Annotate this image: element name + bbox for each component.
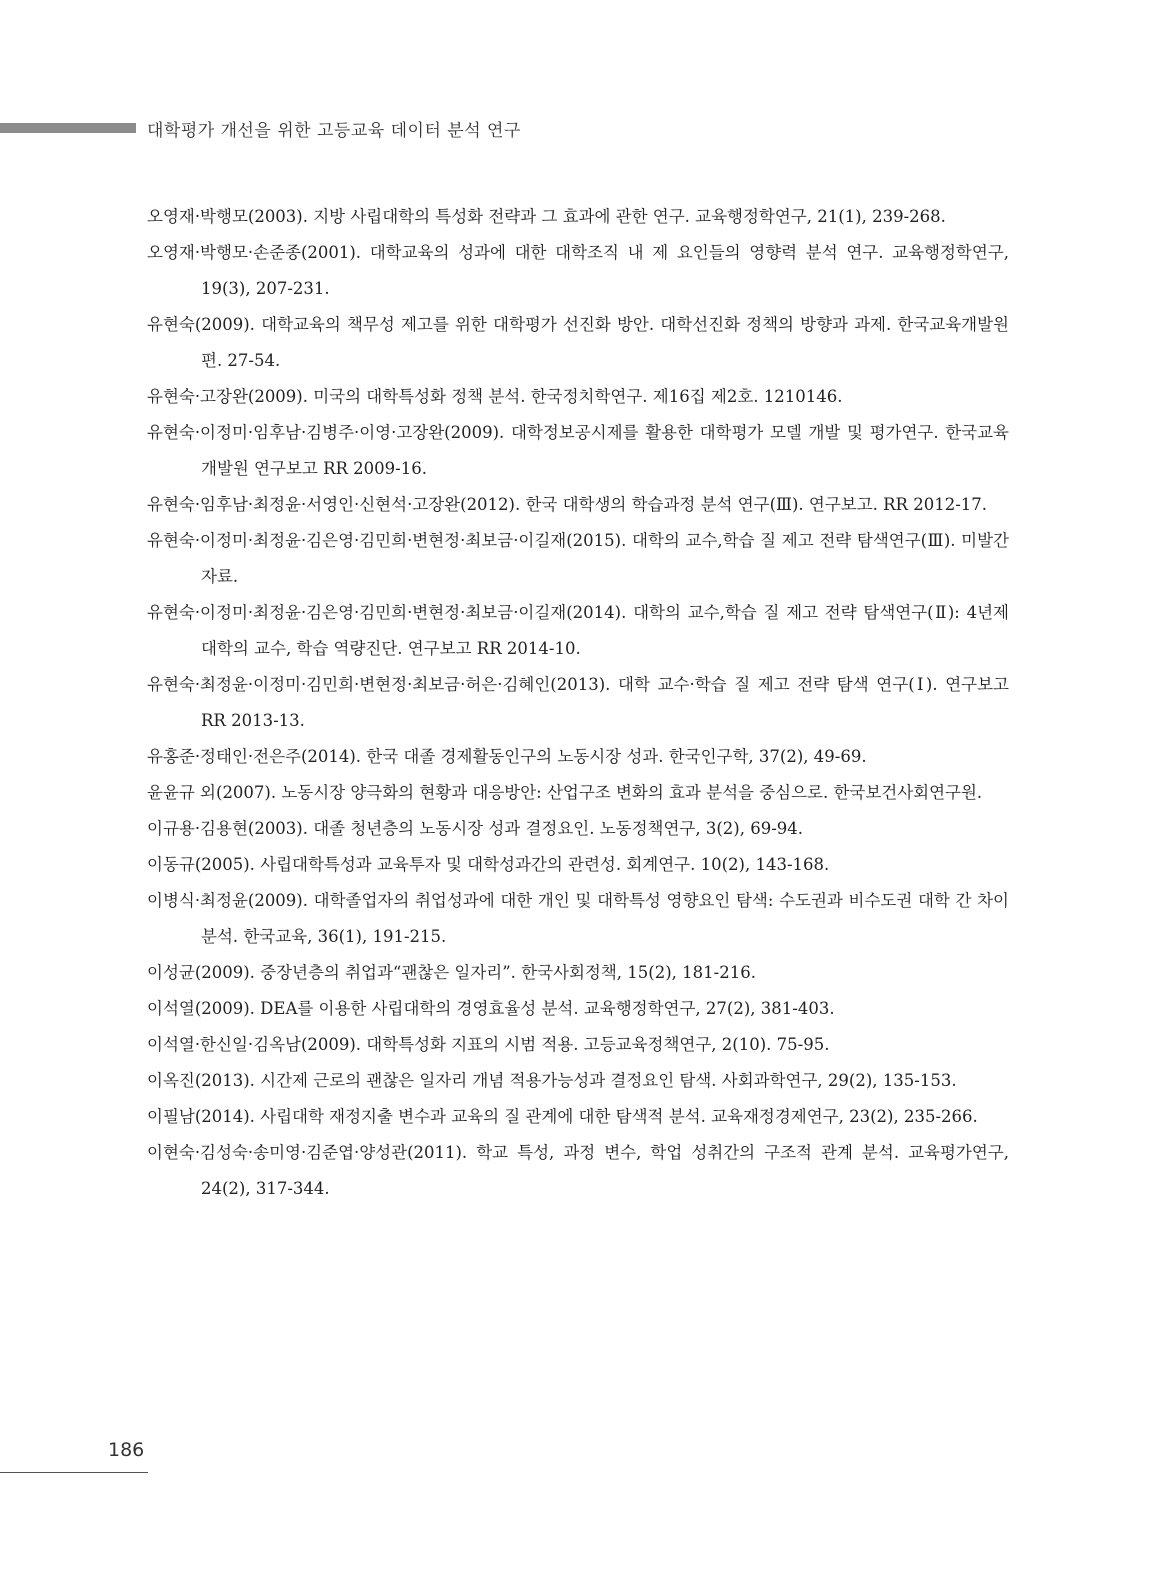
reference-item: 이석열·한신일·김옥남(2009). 대학특성화 지표의 시범 적용. 고등교육정책연구, 2(10). 75-95. xyxy=(147,1035,830,1054)
reference-item: 유현숙(2009). 대학교육의 책무성 제고를 위한 대학평가 선진화 방안. 대학선진화 정책의 방향과 과제. 한국교육개발원 편. 27-54. xyxy=(147,315,1009,370)
reference-list xyxy=(147,199,1009,1207)
reference-item: 유현숙·최정윤·이정미·김민희·변현정·최보금·허은·김혜인(2013). 대학 교수·학습 질 제고 전략 탐색 연구(Ⅰ). 연구보고 RR 2013-13. xyxy=(147,675,1009,730)
footer-rule xyxy=(0,1472,148,1473)
reference-item: 유현숙·이정미·임후남·김병주·이영·고장완(2009). 대학정보공시제를 활용한 대학평가 모델 개발 및 평가연구. 한국교육개발원 연구보고 RR 2009-16. xyxy=(147,423,1009,478)
reference-item: 유홍준·정태인·전은주(2014). 한국 대졸 경제활동인구의 노동시장 성과. 한국인구학, 37(2), 49-69. xyxy=(147,747,867,766)
reference-item: 이현숙·김성숙·송미영·김준엽·양성관(2011). 학교 특성, 과정 변수, 학업 성취간의 구조적 관계 분석. 교육평가연구, 24(2), 317-344. xyxy=(147,1143,1009,1198)
reference-item: 이필남(2014). 사립대학 재정지출 변수과 교육의 질 관계에 대한 탐색적 분석. 교육재정경제연구, 23(2), 235-266. xyxy=(147,1107,978,1126)
reference-item: 유현숙·이정미·최정윤·김은영·김민희·변현정·최보금·이길재(2015). 대학의 교수,학습 질 제고 전략 탐색연구(Ⅲ). 미발간자료. xyxy=(147,531,1009,586)
reference-item: 이규용·김용현(2003). 대졸 청년층의 노동시장 성과 결정요인. 노동정책연구, 3(2), 69-94. xyxy=(147,819,804,838)
reference-item: 이성균(2009). 중장년층의 취업과“괜찮은 일자리”. 한국사회정책, 15(2), 181-216. xyxy=(147,963,756,982)
reference-item: 이병식·최정윤(2009). 대학졸업자의 취업성과에 대한 개인 및 대학특성 영향요인 탐색: 수도권과 비수도권 대학 간 차이 분석. 한국교육, 36(1), 191-215. xyxy=(147,891,1009,946)
reference-item: 이석열(2009). DEA를 이용한 사립대학의 경영효율성 분석. 교육행정학연구, 27(2), 381-403. xyxy=(147,999,835,1018)
running-header-title: 대학평가 개선을 위한 고등교육 데이터 분석 연구 xyxy=(147,121,521,141)
reference-item: 오영재·박행모(2003). 지방 사립대학의 특성화 전략과 그 효과에 관한 연구. 교육행정학연구, 21(1), 239-268. xyxy=(147,207,946,226)
reference-item: 이옥진(2013). 시간제 근로의 괜찮은 일자리 개념 적용가능성과 결정요인 탐색. 사회과학연구, 29(2), 135-153. xyxy=(147,1071,957,1090)
reference-item: 이동규(2005). 사립대학특성과 교육투자 및 대학성과간의 관련성. 회계연구. 10(2), 143-168. xyxy=(147,855,830,874)
page-number: 186 xyxy=(108,1439,145,1461)
reference-item: 오영재·박행모·손준종(2001). 대학교육의 성과에 대한 대학조직 내 제 요인들의 영향력 분석 연구. 교육행정학연구, 19(3), 207-231. xyxy=(147,243,1009,298)
reference-item: 유현숙·고장완(2009). 미국의 대학특성화 정책 분석. 한국정치학연구. 제16집 제2호. 1210146. xyxy=(147,387,843,406)
reference-item: 유현숙·임후남·최정윤·서영인·신현석·고장완(2012). 한국 대학생의 학습과정 분석 연구(Ⅲ). 연구보고. RR 2012-17. xyxy=(147,495,988,514)
reference-item: 윤윤규 외(2007). 노동시장 양극화의 현황과 대응방안: 산업구조 변화의 효과 분석을 중심으로. 한국보건사회연구원. xyxy=(147,783,983,802)
header-rule-bar xyxy=(0,123,136,133)
reference-item: 유현숙·이정미·최정윤·김은영·김민희·변현정·최보금·이길재(2014). 대학의 교수,학습 질 제고 전략 탐색연구(Ⅱ): 4년제 대학의 교수, 학습 역량진단. 연구보고 RR 2014-10. xyxy=(147,603,1009,658)
